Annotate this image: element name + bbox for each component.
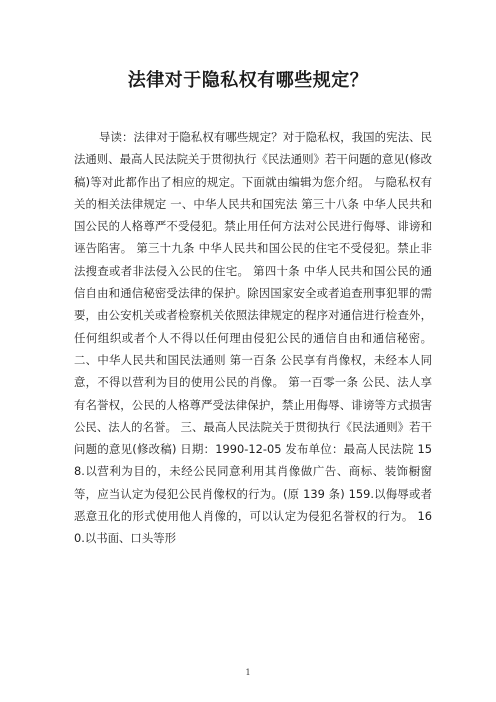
page-number: 1 xyxy=(245,668,251,677)
document-title: 法律对于隐私权有哪些规定？ xyxy=(127,70,369,91)
document-body-paragraph: 导读：法律对于隐私权有哪些规定？对于隐私权，我国的宪法、民法通则、最高人民法院关于贯彻执行《民法通则》若干问题的意见(修改稿)等对此都作出了相应的规定。下面就由编辑为您介绍。 与隐私权有关的相关法律规定 一、中华人民共和国宪法 第三十八条 中华人民共和国公民的人格尊严不受侵犯。禁止用任何方法对公民进行侮辱、诽谤和诬告陷害。 第三十九条 中华人民共和国公民的住宅不受侵犯。禁止非法搜查或者非法侵入公民的住宅。 第四十条 中华人民共和国公民的通信自由和通信秘密受法律的保护。除因国家安全或者追查刑事犯罪的需要，由公安机关或者检察机关依照法律规定的程序对通信进行检查外，任何组织或者个人不得以任何理由侵犯公民的通信自由和通信秘密。二、中华人民共和国民法通则 第一百条 公民享有肖像权，未经本人同意，不得以营利为目的使用公民的肖像。 第一百零一条 公民、法人享有名誉权，公民的人格尊严受法律保护，禁止用侮辱、诽谤等方式损害公民、法人的名誉。 三、最高人民法院关于贯彻执行《民法通则》若干问题的意见(修改稿) 日期：1990-12-05 发布单位：最高人民法院 158.以营利为目的，未经公民同意利用其肖像做广告、商标、装饰橱窗等，应当认定为侵犯公民肖像权的行为。(原 139 条) 159.以侮辱或者恶意丑化的形式使用他人肖像的，可以认定为侵犯名誉权的行为。 160.以书面、口头等形 xyxy=(74,130,432,546)
